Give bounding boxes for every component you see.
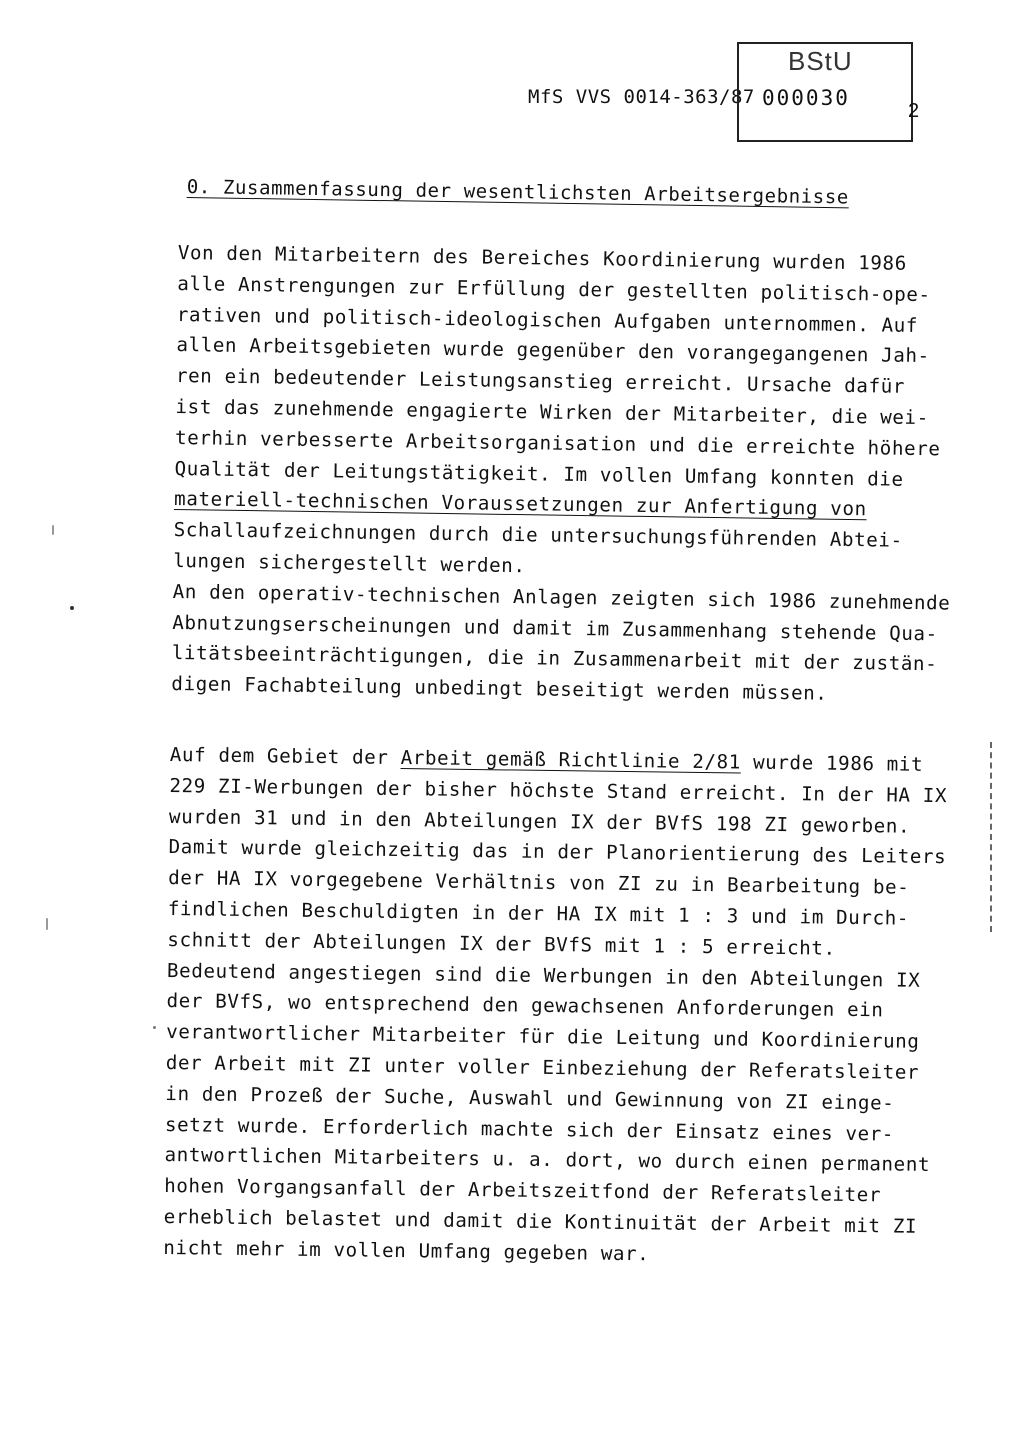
text-line: Damit wurde gleichzeitig das in der Planorientierung des Leiters: [168, 835, 947, 869]
text-line: allen Arbeitsgebieten wurde gegenüber den vorangegangenen Jah-: [176, 333, 930, 368]
text-line: lungen sichergestellt werden.: [173, 548, 526, 578]
text-line: ist das zunehmende engagierte Wirken der Mitarbeiter, die wei-: [175, 394, 930, 430]
text-line: der BVfS, wo entsprechend den gewachsenen Anforderungen ein: [166, 989, 884, 1022]
section-heading: 0. Zusammenfassung der wesentlichsten Arbeitsergebnisse: [186, 176, 850, 209]
text-segment: wurde 1986 mit: [740, 750, 924, 776]
text-segment: Auf dem Gebiet der: [169, 742, 401, 770]
text-line-underlined: materiell-technischen Voraussetzungen zur Anfertigung von: [173, 487, 867, 521]
text-line: 229 ZI-Werbungen der bisher höchste Stand erreicht. In der HA IX: [169, 773, 948, 807]
file-reference: MfS VVS 0014-363/87: [528, 86, 755, 108]
text-line: An den operativ-technischen Anlagen zeigten sich 1986 zunehmende: [172, 579, 951, 615]
text-line: Abnutzungserscheinungen und damit im Zusammenhang stehende Qua-: [172, 610, 938, 645]
scan-speck: [70, 606, 74, 610]
text-line: litätsbeeinträchtigungen, die in Zusammenarbeit mit der zustän-: [171, 641, 938, 676]
text-line: in den Prozeß der Suche, Auswahl und Gewinnung von ZI einge-: [165, 1081, 895, 1115]
text-line: Von den Mitarbeitern des Bereiches Koordinierung wurden 1986: [177, 240, 908, 275]
text-line: setzt wurde. Erforderlich machte sich der Einsatz eines ver-: [164, 1112, 895, 1146]
page-number: 2: [908, 100, 920, 122]
text-line: der HA IX vorgegebene Verhältnis von ZI zu in Bearbeitung be-: [168, 866, 910, 899]
text-line: ren ein bedeutender Leistungsanstieg erreicht. Ursache dafür: [175, 364, 906, 398]
text-line: terhin verbesserte Arbeitsorganisation und die erreichte höhere: [174, 425, 941, 461]
text-line: Schallaufzeichnungen durch die untersuchungsführenden Abtei-: [173, 518, 903, 552]
text-line: alle Anstrengungen zur Erfüllung der gestellten politisch-ope-: [177, 271, 931, 306]
text-line: verantwortlicher Mitarbeiter für die Leitung und Koordinierung: [166, 1020, 920, 1054]
text-line: der Arbeit mit ZI unter voller Einbeziehung der Referatsleiter: [165, 1050, 920, 1084]
text-line: hohen Vorgangsanfall der Arbeitszeitfond der Referatsleiter: [164, 1174, 882, 1207]
text-line: findlichen Beschuldigten in der HA IX mit 1 : 3 und im Durch-: [167, 896, 910, 930]
text-line: schnitt der Abteilungen IX der BVfS mit 1 : 5 erreicht.: [167, 927, 836, 960]
text-line: digen Fachabteilung unbedingt beseitigt werden müssen.: [171, 672, 828, 705]
text-line: rativen und politisch-ideologischen Aufgaben unternommen. Auf: [176, 302, 919, 337]
text-line: erheblich belastet und damit die Kontinuität der Arbeit mit ZI: [163, 1204, 918, 1238]
underlined-term: Arbeit gemäß Richtlinie 2/81: [400, 746, 742, 774]
scan-speck: [46, 918, 48, 930]
margin-mark: [990, 742, 996, 932]
archive-stamp-label: BStU: [788, 46, 853, 76]
text-line: nicht mehr im vollen Umfang gegeben war.: [163, 1235, 650, 1266]
paragraph-summary: [171, 238, 978, 712]
text-line: Qualität der Leitungstätigkeit. Im vollen Umfang konnten die: [174, 456, 904, 491]
text-line: wurden 31 und in den Abteilungen IX der BVfS 198 ZI geworben.: [168, 804, 911, 838]
scan-speck: [153, 1026, 156, 1029]
scan-speck: [52, 525, 54, 535]
archive-stamp-number: 000030: [762, 86, 850, 110]
text-line: Bedeutend angestiegen sind die Werbungen in den Abteilungen IX: [166, 958, 921, 992]
paragraph-richtlinie: [163, 740, 970, 1274]
text-line: antwortlichen Mitarbeiters u. a. dort, wo durch einen permanent: [164, 1143, 931, 1177]
